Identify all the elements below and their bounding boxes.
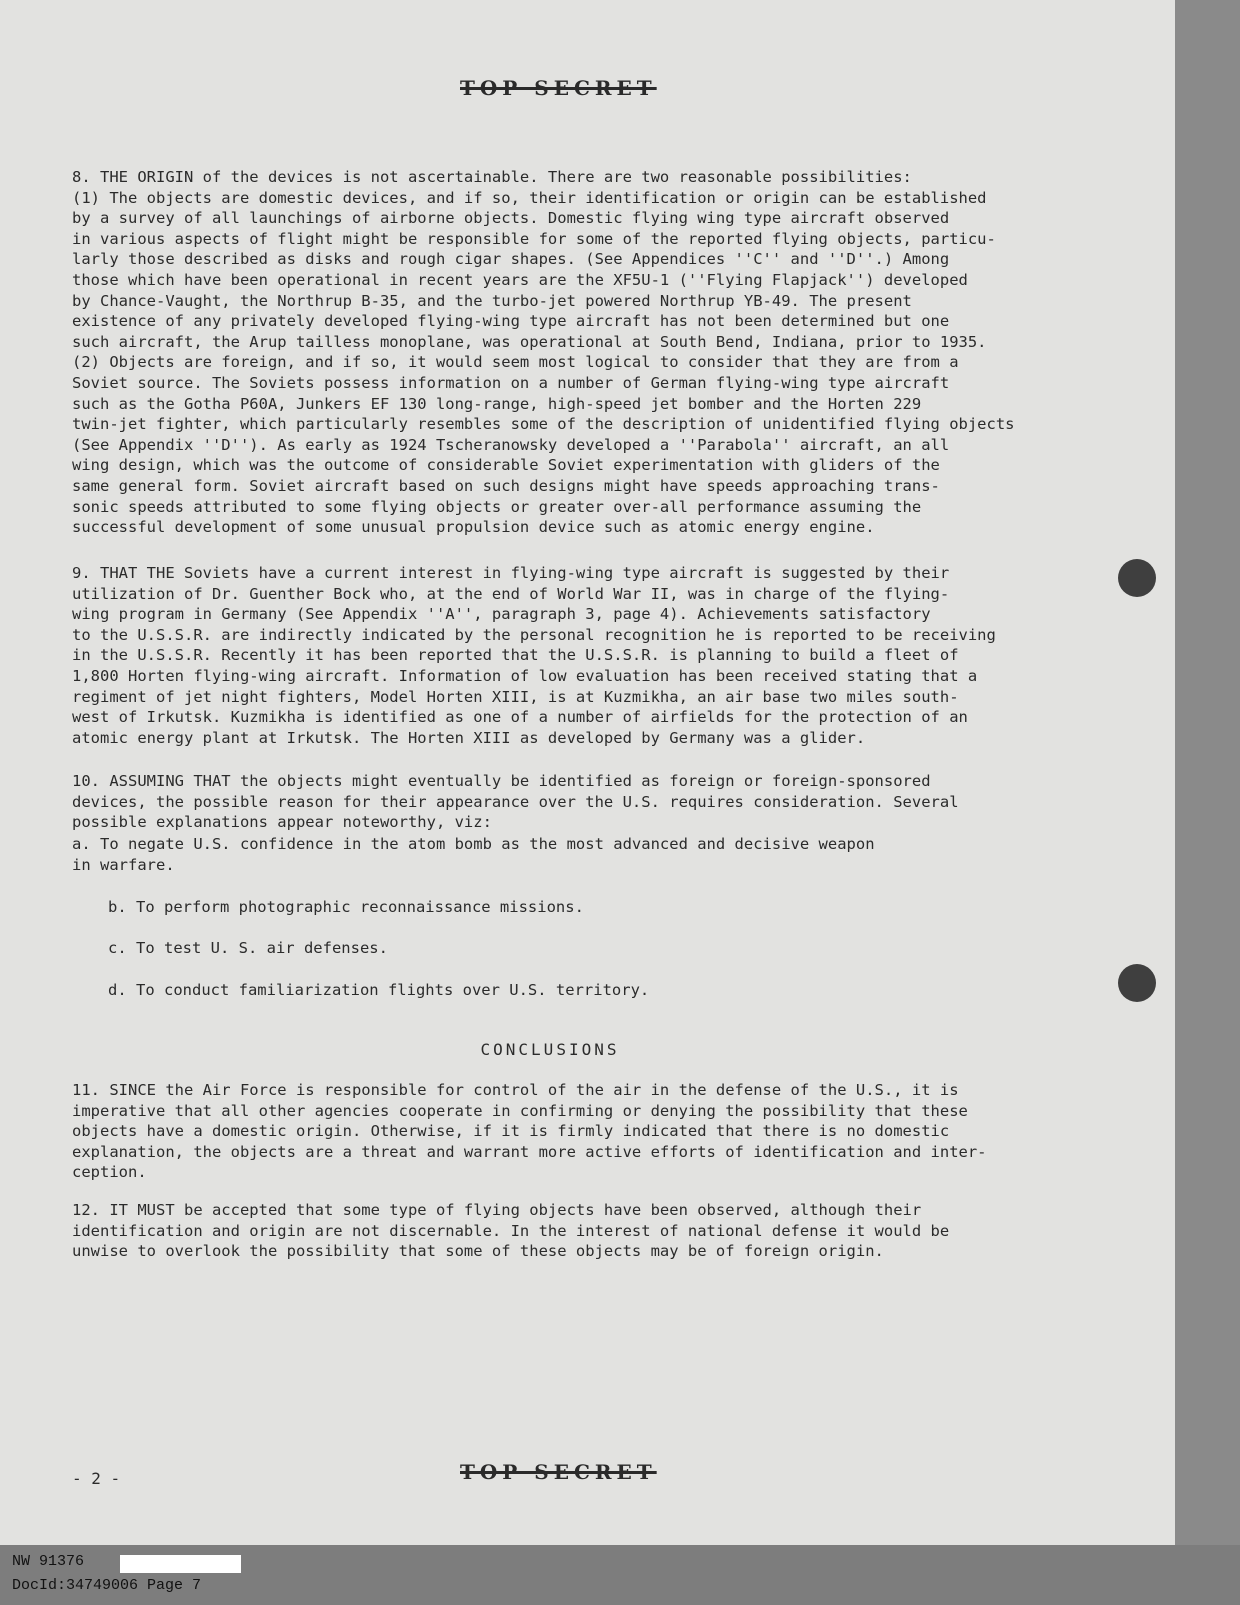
classification-header: TOP SECRET bbox=[460, 76, 657, 100]
archive-id: NW 91376 bbox=[12, 1553, 85, 1570]
list-item-c: c. To test U. S. air defenses. bbox=[108, 939, 388, 957]
paragraph-9: 9. THAT THE Soviets have a current interest in flying-wing type aircraft is suggested by their utilization of Dr. Guenther Bock who, at the end of World War II, was in charge of the flying- wing program in Germany (See Appendix ''A'', paragraph 3, page 4). Achievements satisfactory to the U.S.S.R. are indirectly indicated by the personal recognition he is reported to be receiving in the U.S.S.R. Recently it has been reported that the U.S.S.R. is planning to build a fleet of 1,800 Horten flying-wing aircraft. Information of low evaluation has been received stating that a regiment of jet night fighters, Model Horten XIII, is at Kuzmikha, an air base two miles south- west of Irkutsk. Kuzmikha is identified as one of a number of airfields for the protection of an atomic energy plant at Irkutsk. The Horten XIII as developed by Germany was a glider. bbox=[72, 564, 996, 747]
scan-right-margin bbox=[1175, 0, 1240, 1545]
paragraph-10: 10. ASSUMING THAT the objects might eventually be identified as foreign or foreign-sponsored devices, the possible reason for their appearance over the U.S. requires consideration. Several possible explanations appear noteworthy, viz: bbox=[72, 772, 959, 832]
paragraph-11: 11. SINCE the Air Force is responsible for control of the air in the defense of the U.S., it is imperative that all other agencies cooperate in confirming or denying the possibility that these objects have a domestic origin. Otherwise, if it is firmly indicated that there is no domestic explanation, the objects are a threat and warrant more active efforts of identification and inter- ception. bbox=[72, 1081, 987, 1182]
doc-id: DocId:34749006 Page 7 bbox=[12, 1577, 202, 1594]
list-item-a: a. To negate U.S. confidence in the atom bomb as the most advanced and decisive weapon in warfare. bbox=[72, 835, 875, 874]
classification-footer: TOP SECRET bbox=[460, 1460, 657, 1484]
page-number: - 2 - bbox=[72, 1469, 121, 1488]
list-item-d: d. To conduct familiarization flights over U.S. territory. bbox=[108, 981, 650, 999]
punch-hole bbox=[1118, 964, 1156, 1002]
paragraph-12: 12. IT MUST be accepted that some type of flying objects have been observed, although their identification and origin are not discernable. In the interest of national defense it would be unwise to overlook the possibility that some of these objects may be of foreign origin. bbox=[72, 1201, 950, 1261]
list-item-b: b. To perform photographic reconnaissance missions. bbox=[108, 898, 584, 916]
conclusions-heading: CONCLUSIONS bbox=[480, 1040, 620, 1059]
scan-bottom-margin bbox=[0, 1545, 1240, 1605]
punch-hole bbox=[1118, 559, 1156, 597]
paragraph-8: 8. THE ORIGIN of the devices is not ascertainable. There are two reasonable possibilities: (1) The objects are domestic devices, and if so, their identification or origin can be established by a survey of all launchings of airborne objects. Domestic flying wing type aircraft observed in various aspects of flight might be responsible for some of the reported flying objects, particu- larly those described as disks and rough cigar shapes. (See Appendices ''C'' and ''D''.) Among those which have been operational in recent years are the XF5U-1 (''Flying Flapjack'') developed by Chance-Vaught, the Northrup B-35, and the turbo-jet powered Northrup YB-49. The present existence of any privately developed flying-wing type aircraft has not been determined but one such aircraft, the Arup tailless monoplane, was operational at South Bend, Indiana, prior to 1935. (2) Objects are foreign, and if so, it would seem most logical to consider that they are from a Soviet source. The Soviets possess information on a number of German flying-wing type aircraft such as the Gotha P60A, Junkers EF 130 long-range, high-speed jet bomber and the Horten 229 twin-jet fighter, which particularly resembles some of the description of unidentified flying objects (See Appendix ''D''). As early as 1924 Tscheranowsky developed a ''Parabola'' aircraft, an all wing design, which was the outcome of considerable Soviet experimentation with gliders of the same general form. Soviet aircraft based on such designs might have speeds approaching trans- sonic speeds attributed to some flying objects or greater over-all performance assuming the successful development of some unusual propulsion device such as atomic energy engine. bbox=[72, 168, 1015, 537]
redaction-box bbox=[120, 1555, 241, 1573]
